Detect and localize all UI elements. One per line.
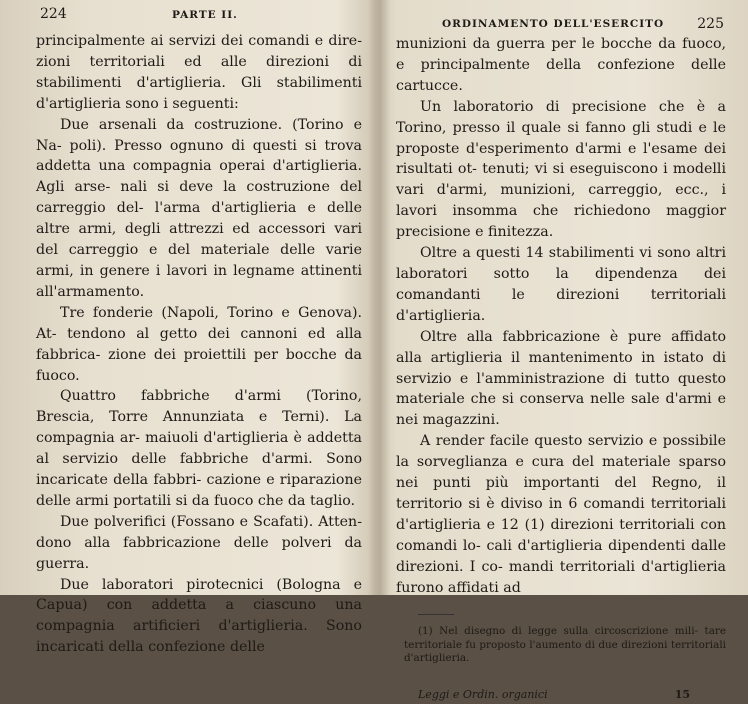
paragraph: Due arsenali da costruzione. (Torino e Na- poli). Presso ognuno di questi si trova addetta una compagnia operai d'artiglieria. Agli arse- nali si deve la costruzione del carreggio del- l'arma d'artiglieria e delle altre armi, degli attrezzi ed accessori vari del carreggio e del materiale delle varie armi, in genere i lavori in legname attinenti all'armamento. [36,116,363,300]
signature-line [396,688,726,704]
right-page-body [396,34,726,598]
left-running-head [36,0,362,22]
paragraph: munizioni da guerra per le bocche da fuoco, e principalmente della confezione delle cartucce. [396,36,726,94]
right-page [396,0,726,704]
left-running-title: PARTE II. [172,9,238,21]
paragraph: Oltre a questi 14 stabilimenti vi sono altri laboratori sotto la dipendenza dei comandanti le direzioni territoriali d'artiglieria. [396,245,726,324]
paragraph: Quattro fabbriche d'armi (Torino, Brescia, Torre Annunziata e Terni). La compagnia ar- maiuoli d'artiglieria è addetta al servizio delle fabbriche d'armi. Sono incaricate della fabbri- cazione e riparazione delle armi portatili si da fuoco che da taglio. [36,388,363,509]
footnote-rule [418,614,454,615]
paragraph: A render facile questo servizio e possibile la sorveglianza e cura del materiale sparso nei punti più importanti del Regno, il territorio si è diviso in 6 comandi territoriali d'artiglieria e 12 (1) direzioni territoriali con comandi lo- cali d'artiglieria dipendenti dalle direzioni. I co- mandi territoriali d'artiglieria furono affidati ad [396,433,727,596]
left-page [36,0,362,658]
paragraph: Oltre alla fabbricazione è pure affidato alla artiglieria il mantenimento in istato di servizio e l'amministrazione di tutto questo materiale che si conserva nelle sale d'armi e nei magazzini. [396,328,726,429]
signature-title: Leggi e Ordin. organici [418,687,548,701]
paragraph: Un laboratorio di precisione che è a Torino, presso il quale si fanno gli studi e le proposte d'esperimento d'armi e l'esame dei risultati ot- tenuti; vi si eseguiscono i modelli vari d'armi, munizioni, carreggio, ecc., i lavori insomma che richiedono maggior precisione e finitezza. [396,98,726,241]
right-running-head [396,0,726,32]
paragraph: Due laboratori pirotecnici (Bologna e Capua) con addetta a ciascuno una compagnia artificieri d'artiglieria. Sono incaricati della confezione delle [36,576,362,656]
paragraph: principalmente ai servizi dei comandi e dire- zioni territoriali ed alle direzioni di stabilimenti d'artiglieria. Gli stabilimenti d'artiglieria sono i seguenti: [36,33,362,112]
right-running-title: ORDINAMENTO DELL'ESERCITO [442,18,665,30]
left-page-number: 224 [40,6,67,22]
right-page-number: 225 [697,16,724,32]
paragraph: Due polverifici (Fossano e Scafati). Atten- dono alla fabbricazione delle polveri da guerra. [36,513,362,572]
signature-number: 15 [674,687,690,701]
left-page-body [36,31,362,658]
paragraph: Tre fonderie (Napoli, Torino e Genova). At- tendono al getto dei cannoni ed alla fabbrica- zione dei proiettili per bocche da fuoco. [36,304,362,384]
book-gutter [368,0,390,595]
footnote: (1) Nel disegno di legge sulla circoscrizione mili- tare territoriale fu proposto l'aumento di due direzioni territoriali d'artiglieria. [404,625,727,665]
